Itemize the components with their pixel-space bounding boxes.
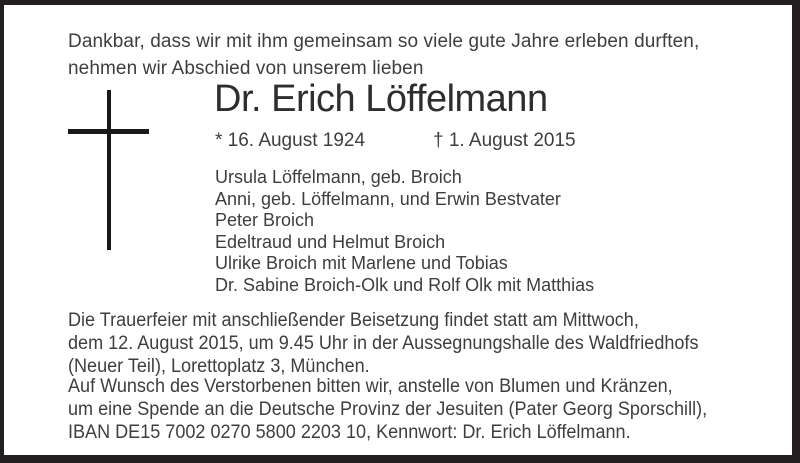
cross-horizontal-bar [68, 129, 149, 134]
donation-line-1: Auf Wunsch des Verstorbenen bitten wir, anstelle von Blumen und Kränzen, [68, 376, 673, 397]
donation-line-3: IBAN DE15 7002 0270 5800 2203 10, Kennwort: Dr. Erich Löffelmann. [68, 422, 631, 443]
mourner-line: Ursula Löffelmann, geb. Broich [215, 167, 462, 187]
mourner-line: Edeltraud und Helmut Broich [215, 231, 446, 252]
funeral-line-1: Die Trauerfeier mit anschließender Beisetzung findet statt am Mittwoch, [68, 310, 639, 331]
funeral-line-2: dem 12. August 2015, um 9.45 Uhr in der Aussegnungshalle des Waldfriedhofs [68, 333, 699, 354]
obituary-notice [4, 5, 792, 455]
cross-vertical-bar [107, 90, 111, 250]
donation-line-2: um eine Spende an die Deutsche Provinz der Jesuiten (Pater Georg Sporschill), [68, 399, 708, 420]
intro-line-1: Dankbar, dass wir mit ihm gemeinsam so viele gute Jahre erleben durften, [68, 31, 700, 52]
mourner-line: Anni, geb. Löffelmann, und Erwin Bestvater [215, 188, 561, 209]
intro-text [68, 28, 699, 82]
mourners-list [215, 167, 594, 296]
deceased-name: Dr. Erich Löffelmann [214, 78, 548, 120]
mourner-line: Peter Broich [215, 210, 315, 230]
birth-date: * 16. August 1924 [215, 130, 366, 151]
life-dates [215, 130, 576, 152]
death-date: † 1. August 2015 [433, 130, 576, 151]
intro-line-2: nehmen wir Abschied von unserem lieben [68, 58, 424, 79]
donation-request [68, 375, 707, 444]
mourner-line: Ulrike Broich mit Marlene und Tobias [215, 253, 508, 273]
funeral-line-3: (Neuer Teil), Lorettoplatz 3, München. [68, 356, 370, 377]
funeral-details [68, 309, 698, 378]
mourner-line: Dr. Sabine Broich-Olk und Rolf Olk mit Matthias [215, 274, 595, 295]
